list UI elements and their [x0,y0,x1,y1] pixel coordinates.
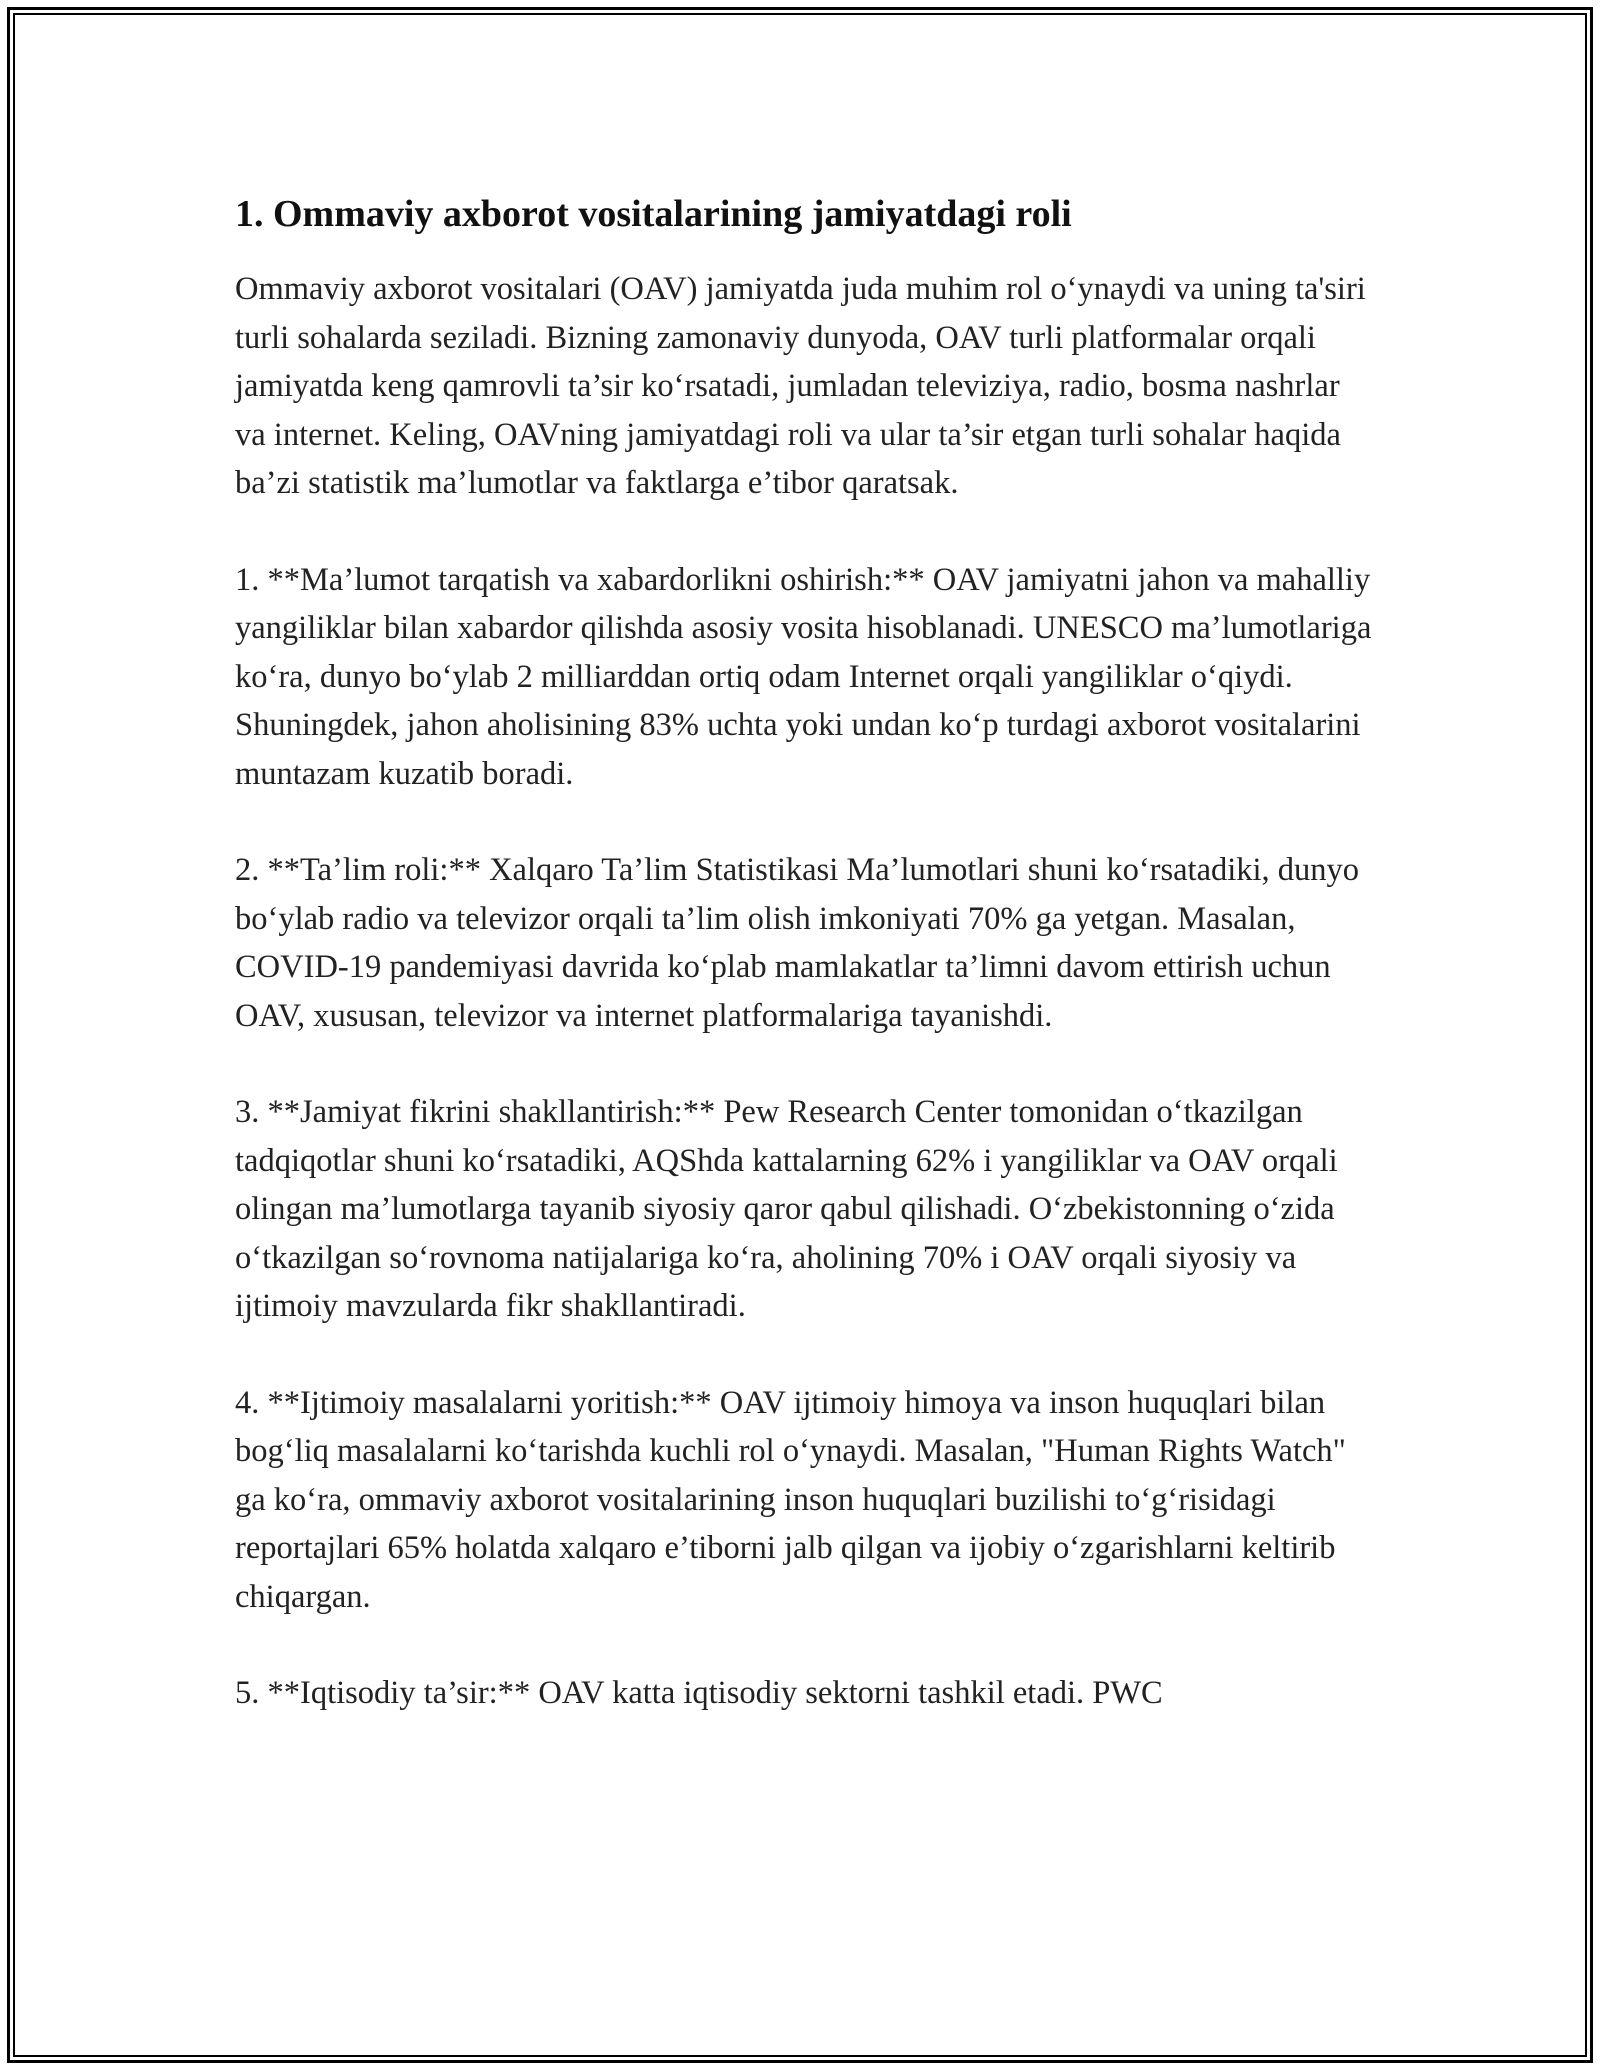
paragraph-public-opinion: 3. **Jamiyat fikrini shakllantirish:** Pew Research Center tomonidan o‘tkazilgan tadqiqotlar shuni ko‘rsatadiki, AQShda kattalarning 62% i yangiliklar va OAV orqali olingan ma’lumotlarga tayanib siyosiy qaror qabul qilishadi. O‘zbekistonning o‘zida o‘tkazilgan so‘rovnoma natijalariga ko‘ra, aholining 70% i OAV orqali siyosiy va ijtimoiy mavzularda fikr shakllantiradi. [235,1094,1338,1324]
paragraph-education-role: 2. **Ta’lim roli:** Xalqaro Ta’lim Statistikasi Ma’lumotlari shuni ko‘rsatadiki, dunyo bo‘ylab radio va televizor orqali ta’lim olish imkoniyati 70% ga yetgan. Masalan, COVID-19 pandemiyasi davrida ko‘plab mamlakatlar ta’limni davom ettirish uchun OAV, xususan, televizor va internet platformalariga tayanishdi. [235,852,1360,1034]
paragraph-social-issues: 4. **Ijtimoiy masalalarni yoritish:** OAV ijtimoiy himoya va inson huquqlari bilan bog‘liq masalalarni ko‘tarishda kuchli rol o‘ynaydi. Masalan, "Human Rights Watch" ga ko‘ra, ommaviy axborot vositalarining inson huquqlari buzilishi to‘g‘risidagi reportajlari 65% holatda xalqaro e’tiborni jalb qilgan va ijobiy o‘zgarishlarni keltirib chiqargan. [235,1384,1346,1615]
paragraph-information-dissemination: 1. **Ma’lumot tarqatish va xabardorlikni oshirish:** OAV jamiyatni jahon va mahalliy yangiliklar bilan xabardor qilishda asosiy vosita hisoblanadi. UNESCO ma’lumotlariga ko‘ra, dunyo bo‘ylab 2 milliarddan ortiq odam Internet orqali yangiliklar o‘qiydi. Shuningdek, jahon aholisining 83% uchta yoki undan ko‘p turdagi axborot vositalarini muntazam kuzatib boradi. [235,561,1372,792]
paragraph-economic-impact: 5. **Iqtisodiy ta’sir:** OAV katta iqtisodiy sektorni tashkil etadi. PWC [235,1675,1163,1711]
section-heading: 1. Ommaviy axborot vositalarining jamiyatdagi roli [235,193,1072,235]
intro-paragraph: Ommaviy axborot vositalari (OAV) jamiyatda juda muhim rol o‘ynaydi va uning ta'siri turli sohalarda seziladi. Bizning zamonaviy dunyoda, OAV turli platformalar orqali jamiyatda keng qamrovli ta’sir ko‘rsatadi, jumladan televiziya, radio, bosma nashrlar va internet. Keling, OAVning jamiyatdagi roli va ular ta’sir etgan turli sohalar haqida ba’zi statistik ma’lumotlar va faktlarga e’tibor qaratsak. [235,271,1366,501]
document-page [235,185,1375,1766]
